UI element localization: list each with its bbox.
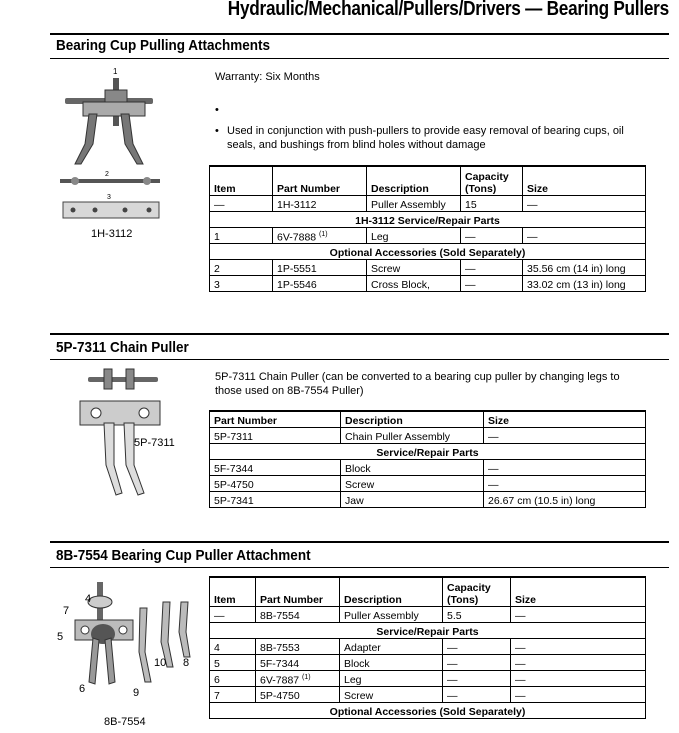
col-header-capacity: Capacity (Tons) — [443, 577, 511, 607]
callout-1: 1 — [113, 67, 118, 76]
cell-description: Cross Block, — [367, 276, 461, 292]
cell-part-number: 1P-5546 — [273, 276, 367, 292]
table-header-row — [210, 411, 646, 428]
cell-part-number — [256, 671, 340, 687]
section-title-8b7554: 8B-7554 Bearing Cup Puller Attachment — [56, 547, 311, 564]
cell-size: — — [484, 460, 646, 476]
col-header-size: Size — [484, 411, 646, 428]
cell-size: — — [523, 196, 646, 212]
cell-size: — — [511, 607, 646, 623]
cell-size: — — [484, 428, 646, 444]
cell-size: 35.56 cm (14 in) long — [523, 260, 646, 276]
chain-puller-illustration — [76, 365, 176, 505]
table-row — [210, 428, 646, 444]
group-row — [210, 244, 646, 260]
cell-part-number: 5F-7344 — [210, 460, 341, 476]
col-header-description: Description — [341, 411, 484, 428]
cell-capacity: — — [443, 687, 511, 703]
cell-description: Leg — [340, 671, 443, 687]
group-row — [210, 623, 646, 639]
table-row — [210, 671, 646, 687]
table-row — [210, 687, 646, 703]
table-row — [210, 276, 646, 292]
cell-part-number: 8B-7554 — [256, 607, 340, 623]
table-row — [210, 460, 646, 476]
cell-size: — — [511, 687, 646, 703]
cell-capacity: — — [461, 260, 523, 276]
cell-size: — — [523, 228, 646, 244]
callout-6: 6 — [79, 683, 86, 695]
table-row — [210, 655, 646, 671]
cell-description: Screw — [367, 260, 461, 276]
page-title: Hydraulic/Mechanical/Pullers/Drivers — Bearing Pullers — [227, 0, 669, 20]
cell-description: Puller Assembly — [367, 196, 461, 212]
cell-description: Chain Puller Assembly — [341, 428, 484, 444]
col-header-item: Item — [210, 577, 256, 607]
cell-item: 7 — [210, 687, 256, 703]
cell-size: — — [511, 639, 646, 655]
table-header-row — [210, 166, 646, 196]
cell-description: Leg — [367, 228, 461, 244]
bullet-description: • Used in conjunction with push-pullers to provide easy removal of bearing cups, oil seals, and bushings from blind holes without damage — [215, 124, 635, 152]
cell-size: — — [484, 476, 646, 492]
bullet-empty: • — [215, 104, 219, 116]
group-label-optional: Optional Accessories (Sold Separately) — [210, 244, 646, 260]
callout-10: 10 — [154, 657, 167, 669]
cell-description: Screw — [340, 687, 443, 703]
section-rule — [50, 33, 669, 35]
group-row — [210, 444, 646, 460]
group-row — [210, 212, 646, 228]
chain-puller-description: 5P-7311 Chain Puller (can be converted to a bearing cup puller by changing legs to those used on 8B-7554 Puller) — [215, 371, 620, 397]
group-row — [210, 703, 646, 719]
cell-capacity: — — [443, 655, 511, 671]
cell-description: Block — [340, 655, 443, 671]
figure-label-5p7311: 5P-7311 — [134, 437, 175, 449]
cell-capacity: — — [443, 671, 511, 687]
cell-capacity: — — [461, 228, 523, 244]
cell-part-number — [273, 228, 367, 244]
cell-description: Block — [341, 460, 484, 476]
cell-part-number: 5P-7341 — [210, 492, 341, 508]
cell-description: Screw — [341, 476, 484, 492]
col-header-capacity: Capacity (Tons) — [461, 166, 523, 196]
bearing-cup-puller-illustration — [55, 64, 165, 234]
table-row — [210, 639, 646, 655]
col-header-size: Size — [523, 166, 646, 196]
col-header-description: Description — [367, 166, 461, 196]
figure-label-1h3112: 1H-3112 — [91, 228, 133, 240]
spec-table-5p7311 — [209, 410, 646, 508]
table-row — [210, 476, 646, 492]
cell-size: 26.67 cm (10.5 in) long — [484, 492, 646, 508]
callout-7: 7 — [63, 605, 70, 617]
cell-item: — — [210, 607, 256, 623]
table-header-row — [210, 577, 646, 607]
warranty-text: Warranty: Six Months — [215, 71, 320, 83]
col-header-description: Description — [340, 577, 443, 607]
section-rule — [50, 58, 669, 59]
callout-8: 8 — [183, 657, 190, 669]
part-number-text: 6V-7887 — [260, 674, 300, 686]
cell-part-number: 5P-4750 — [256, 687, 340, 703]
cell-part-number: 8B-7553 — [256, 639, 340, 655]
cell-capacity: 5.5 — [443, 607, 511, 623]
footnote-ref: (1) — [302, 673, 311, 681]
table-row — [210, 228, 646, 244]
section-title-1h3112: Bearing Cup Pulling Attachments — [56, 37, 271, 54]
section-rule — [50, 541, 669, 543]
cell-part-number: 1H-3112 — [273, 196, 367, 212]
table-row — [210, 196, 646, 212]
cell-part-number: 5F-7344 — [256, 655, 340, 671]
section-rule — [50, 359, 669, 360]
cell-size: — — [511, 655, 646, 671]
cell-capacity: — — [461, 276, 523, 292]
callout-5: 5 — [57, 631, 64, 643]
section-title-5p7311: 5P-7311 Chain Puller — [56, 339, 189, 356]
cell-description: Adapter — [340, 639, 443, 655]
spec-table-1h3112 — [209, 165, 646, 292]
callout-3: 3 — [107, 194, 111, 201]
table-row — [210, 492, 646, 508]
cell-item: 5 — [210, 655, 256, 671]
cell-item: 3 — [210, 276, 273, 292]
callout-9: 9 — [133, 687, 140, 699]
cell-capacity: 15 — [461, 196, 523, 212]
group-label-service: Service/Repair Parts — [210, 444, 646, 460]
col-header-size: Size — [511, 577, 646, 607]
footnote-ref: (1) — [319, 230, 328, 238]
section-rule — [50, 333, 669, 335]
col-header-part-number: Part Number — [256, 577, 340, 607]
cell-item: 6 — [210, 671, 256, 687]
group-label-optional: Optional Accessories (Sold Separately) — [210, 703, 646, 719]
cell-description: Jaw — [341, 492, 484, 508]
cell-description: Puller Assembly — [340, 607, 443, 623]
cell-item: — — [210, 196, 273, 212]
col-header-item: Item — [210, 166, 273, 196]
cell-size: 33.02 cm (13 in) long — [523, 276, 646, 292]
bullet-description-text: Used in conjunction with push-pullers to provide easy removal of bearing cups, oil seals, and bushings from blind holes without damage — [227, 125, 624, 151]
col-header-part-number: Part Number — [210, 411, 341, 428]
callout-4: 4 — [85, 593, 92, 605]
cell-capacity: — — [443, 639, 511, 655]
cell-item: 2 — [210, 260, 273, 276]
cell-part-number: 1P-5551 — [273, 260, 367, 276]
figure-label-8b7554: 8B-7554 — [104, 716, 146, 728]
callout-2: 2 — [105, 171, 109, 178]
cell-size: — — [511, 671, 646, 687]
spec-table-8b7554 — [209, 576, 646, 719]
bearing-cup-puller-attachment-illustration — [55, 572, 205, 712]
group-label-service: 1H-3112 Service/Repair Parts — [210, 212, 646, 228]
group-label-service: Service/Repair Parts — [210, 623, 646, 639]
table-row — [210, 260, 646, 276]
cell-part-number: 5P-7311 — [210, 428, 341, 444]
cell-item: 4 — [210, 639, 256, 655]
cell-part-number: 5P-4750 — [210, 476, 341, 492]
cell-item: 1 — [210, 228, 273, 244]
table-row — [210, 607, 646, 623]
section-rule — [50, 567, 669, 568]
col-header-part-number: Part Number — [273, 166, 367, 196]
part-number-text: 6V-7888 — [277, 231, 317, 243]
